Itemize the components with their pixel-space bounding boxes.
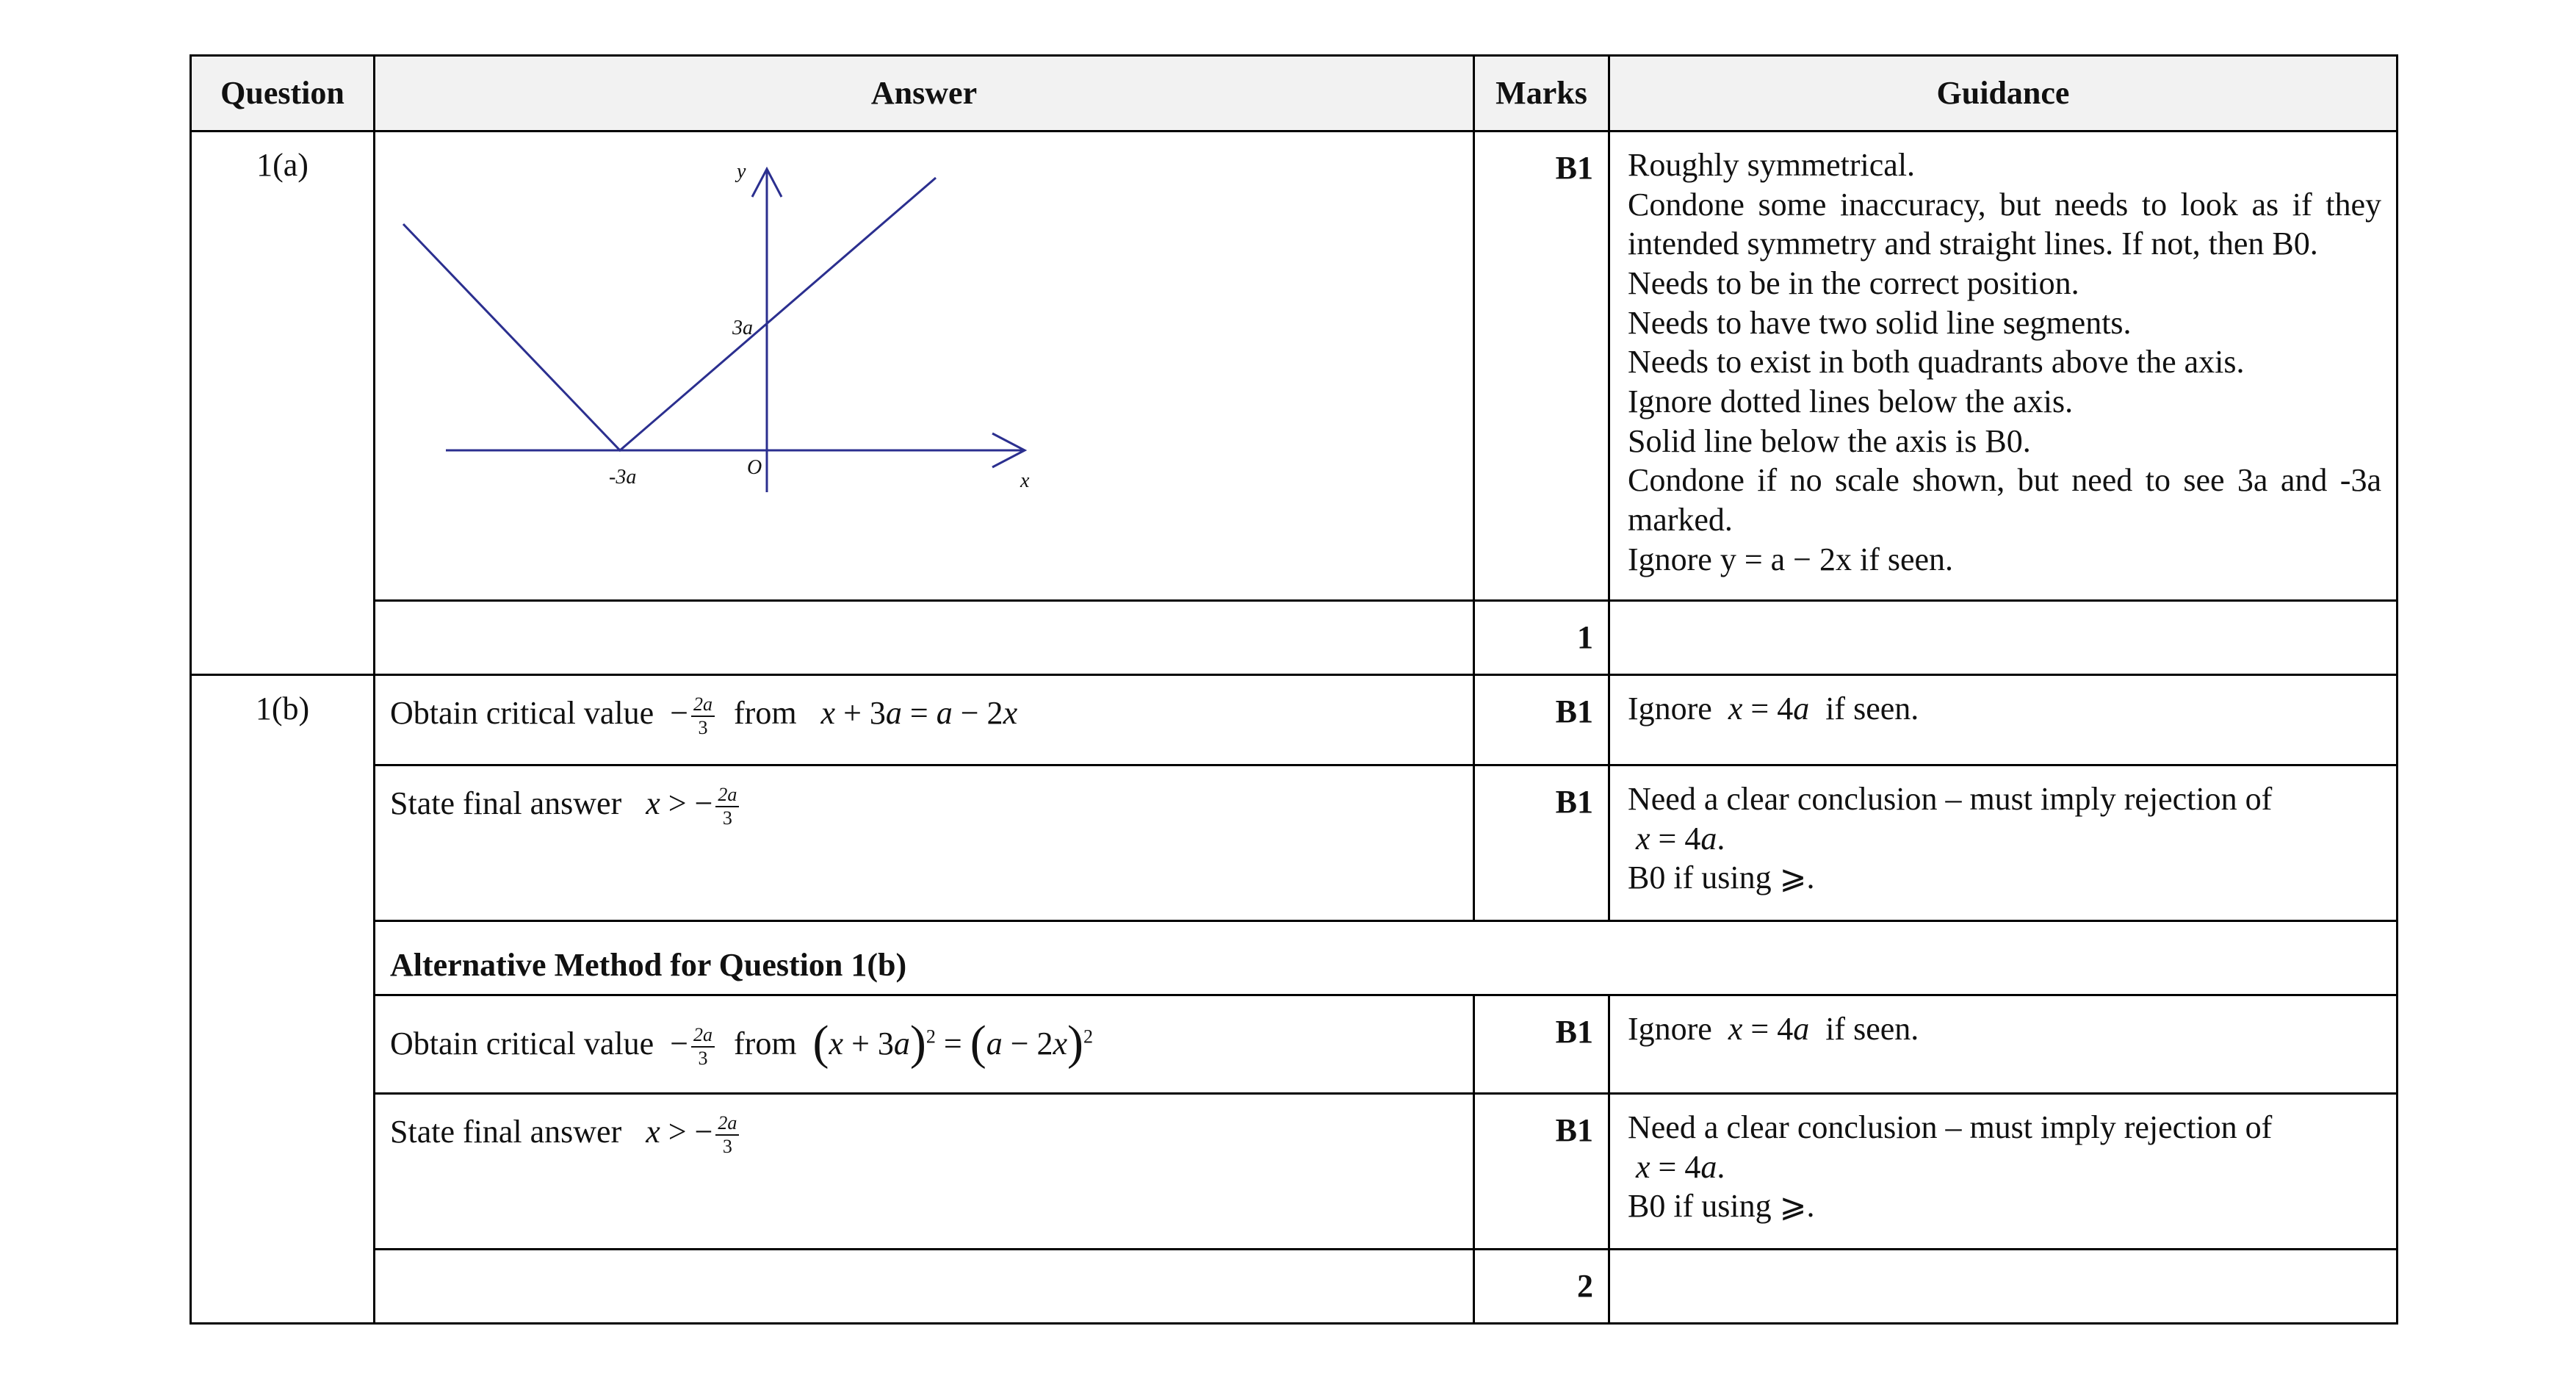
fraction: $\frac{2a}{3}$ <box>691 1026 715 1068</box>
guidance-line: Condone some inaccuracy, but needs to look as if they intended symmetry and straight lines. If not, then B0. <box>1628 186 2381 262</box>
fraction: $\frac{2a}{3}$ <box>715 785 739 828</box>
answer-text: State final answer <box>390 785 622 821</box>
empty-cell <box>375 1250 1474 1324</box>
total-1b: 2 <box>1474 1250 1609 1324</box>
mark-1b-2: B1 <box>1474 765 1609 921</box>
header-answer: Answer <box>375 56 1474 131</box>
mark-scheme-table <box>190 54 2398 1325</box>
x-axis-label: x <box>1020 469 1030 492</box>
mark-1b-1: B1 <box>1474 675 1609 765</box>
answer-text: from <box>734 695 797 731</box>
fraction: $\frac{2a}{3}$ <box>691 695 715 738</box>
modulus-graph <box>375 132 1475 602</box>
guidance-1b-2: Need a clear conclusion – must imply rejection of x = 4a. B0 if using ⩾. <box>1609 765 2398 921</box>
answer-text: Obtain critical value <box>390 1026 654 1062</box>
row-1b-1 <box>191 675 2398 765</box>
answer-1b-1: Obtain critical value − $\frac{2a}{3}$ from x + 3a = a − 2x <box>375 675 1474 765</box>
header-row <box>191 56 2398 131</box>
guidance-line: B0 if using ⩾. <box>1628 1188 1815 1225</box>
row-1b-2 <box>191 765 2398 921</box>
graph-line <box>403 178 936 450</box>
guidance-1b-1: Ignore x = 4a if seen. <box>1609 675 2398 765</box>
guidance-1b-alt-2: Need a clear conclusion – must imply rejection of x = 4a. B0 if using ⩾. <box>1609 1094 2398 1250</box>
guidance-line: Need a clear conclusion – must imply rejection of <box>1628 781 2273 817</box>
guidance-line: Needs to have two solid line segments. <box>1628 304 2132 341</box>
total-row-1b <box>191 1250 2398 1324</box>
row-1a <box>191 131 2398 601</box>
answer-graph-cell <box>375 131 1474 601</box>
answer-text: Obtain critical value <box>390 695 654 731</box>
question-label-1b: 1(b) <box>191 675 375 1324</box>
header-marks: Marks <box>1474 56 1609 131</box>
row-1b-alt-2 <box>191 1094 2398 1250</box>
question-label-1a: 1(a) <box>191 131 375 675</box>
fraction: $\frac{2a}{3}$ <box>715 1114 739 1156</box>
empty-cell <box>375 601 1474 675</box>
guidance-line: Ignore dotted lines below the axis. <box>1628 383 2074 420</box>
empty-cell <box>1609 1250 2398 1324</box>
y-axis-label: y <box>737 160 746 183</box>
answer-1b-alt-2: State final answer x > − $\frac{2a}{3}$ <box>375 1094 1474 1250</box>
header-guidance: Guidance <box>1609 56 2398 131</box>
guidance-1a <box>1609 131 2398 601</box>
answer-text: from <box>734 1026 797 1062</box>
alt-method-heading: Alternative Method for Question 1(b) <box>375 921 2398 995</box>
answer-1b-alt-1: Obtain critical value − $\frac{2a}{3}$ from $(x + 3a)^2 = (a - 2x)^2$ <box>375 995 1474 1094</box>
guidance-line: Condone if no scale shown, but need to see 3a and -3a marked. <box>1628 462 2381 538</box>
guidance-line: Needs to exist in both quadrants above the axis. <box>1628 344 2245 381</box>
y-intercept-label: 3a <box>732 317 753 339</box>
guidance-line: Need a clear conclusion – must imply rejection of <box>1628 1109 2273 1145</box>
answer-text: State final answer <box>390 1114 622 1150</box>
alt-heading-row <box>191 921 2398 995</box>
total-1a: 1 <box>1474 601 1609 675</box>
mark-1b-alt-1: B1 <box>1474 995 1609 1094</box>
guidance-line: Ignore y = a − 2x if seen. <box>1628 541 1954 577</box>
guidance-1b-alt-1: Ignore x = 4a if seen. <box>1609 995 2398 1094</box>
origin-label: O <box>747 456 762 479</box>
row-1b-alt-1 <box>191 995 2398 1094</box>
answer-1b-2: State final answer x > − $\frac{2a}{3}$ <box>375 765 1474 921</box>
guidance-line: Roughly symmetrical. <box>1628 147 1916 183</box>
x-vertex-label: -3a <box>609 466 637 489</box>
mark-1a: B1 <box>1474 131 1609 601</box>
guidance-line: Solid line below the axis is B0. <box>1628 422 2031 459</box>
empty-cell <box>1609 601 2398 675</box>
mark-1b-alt-2: B1 <box>1474 1094 1609 1250</box>
total-row-1a <box>191 601 2398 675</box>
header-question: Question <box>191 56 375 131</box>
guidance-line: B0 if using ⩾. <box>1628 860 1815 896</box>
guidance-line: Needs to be in the correct position. <box>1628 265 2079 302</box>
